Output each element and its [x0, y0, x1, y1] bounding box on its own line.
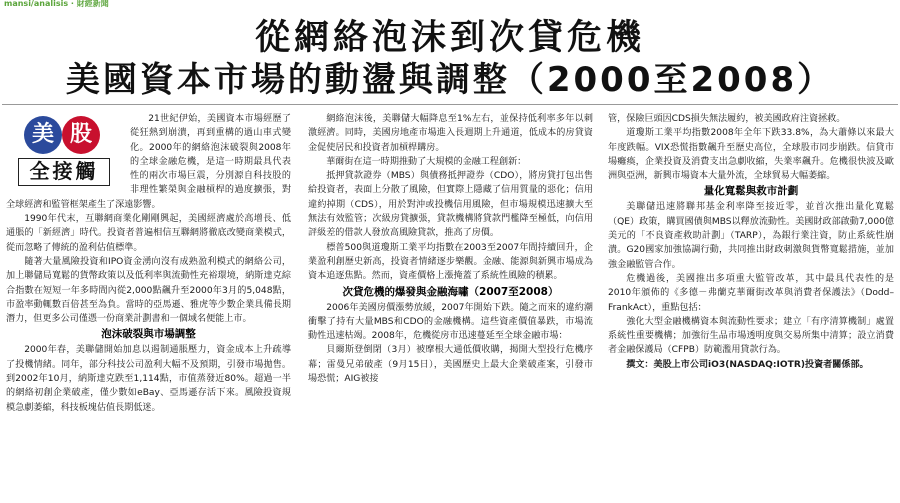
paragraph: 華爾街在這一時期推動了大規模的金融工程創新：: [326, 156, 527, 167]
article-column-1: [6, 112, 291, 500]
paragraph: 隨著大量風險投資和IPO資金湧向沒有成熟盈利模式的網絡公司，加上聯儲局寬鬆的貨幣政策以及低利率與流動性充裕環境，納斯達克綜合指數在短短一年多時間內從2,000點飆升至2000年3月的5,048點，市盈率動輒數百倍甚至為負。當時的亞馬遜、雅虎等少數企業具備長期潛力，但更多公司僅憑一份商業計劃書和一個域名便能上市。: [6, 256, 291, 325]
subheading: 次貸危機的爆發與金融海嘯（2007至2008）: [342, 285, 559, 298]
paragraph: 管，保險巨頭因CDS損失無法履約，被美國政府注資拯救。: [608, 114, 846, 124]
headline-line-1: 從網絡泡沫到次貸危機: [254, 18, 645, 58]
paragraph: 強化大型金融機構資本與流動性要求；建立「有序清算機制」處置系統性重要機構；加強衍生品市場透明度與交易所集中清算；設立消費者金融保護局（CFPB）防範濫用貸款行為。: [608, 316, 894, 356]
subheading: 量化寬鬆與救市計劃: [703, 185, 799, 198]
paragraph: 2000年春，美聯儲開始加息以遏制通脹壓力，資金成本上升疏導了投機情緒。同年，部分科技公司盈利大幅不及預期，引發市場拋售。到2002年10月，納斯達克跌至1,114點，市值蒸發近80%。超過一半的網絡初創企業破產，僅少數如eBay、亞馬遜存活下來。風險投資規模急劇萎縮，科技板塊估值長期低迷。: [6, 345, 291, 413]
paragraph: 危機過後，美國推出多項重大監管改革，其中最具代表性的是2010年頒佈的《多德－弗蘭克華爾街改革與消費者保護法》（Dodd–FrankAct），重點包括：: [608, 273, 894, 313]
paragraph: 21世紀伊始，美國資本市場經歷了從狂熱到崩潰，再到重構的過山車式變化。2000年的網絡泡沫破裂與2008年的全球金融危機，是這一時期最具代表性的兩次市場巨震，分別源自科技股的非理性繁榮與金融槓桿的過度擴張，對全球經濟和監管框架產生了深遠影響。: [6, 114, 291, 210]
header-rule: [2, 104, 898, 105]
paragraph: 貝爾斯登倒閉（3月）被摩根大通低價收購，揭開大型投行危機序幕；雷曼兄弟破產（9月15日），美國歷史上最大企業破產案，引發市場恐慌；AIG被接: [308, 345, 593, 385]
article-column-2: [308, 112, 593, 500]
paragraph: 抵押貸款證券（MBS）與債務抵押證券（CDO），將房貸打包出售給投資者，表面上分散了風險，但實際上隱藏了信用質量的惡化；信用違約掉期（CDS），用於對沖或投機信用風險，但市場規模迅速擴大至無法有效監管；次級房貸擴張，貸款機構將貸款門檻降至極低，向信用評級差的借款人發放高風險貸款，推高了房價。: [308, 171, 593, 239]
masthead-strip: mansi/analisis · 財經新聞: [4, 0, 109, 8]
paragraph: 2006年美國房價漲勢放緩，2007年開始下跌。隨之而來的違約潮衝擊了持有大量MBS和CDO的金融機構。這些資產價值暴跌，市場流動性迅速枯竭。2008年，危機從房市迅速蔓延至全球金融市場：: [308, 302, 593, 342]
paragraph: 網絡泡沫後，美聯儲大幅降息至1%左右，並保持低利率多年以刺激經濟。同時，美國房地產市場進入長週期上升通道，低成本的房貸資金促使居民和投資者加槓桿購房。: [308, 114, 593, 153]
subheading: 泡沫破裂與市場調整: [101, 328, 196, 341]
headline-line-2: 美國資本市場的動盪與調整（2000至2008）: [65, 60, 835, 100]
paragraph: 標普500與道瓊斯工業平均指數在2003至2007年間持續回升，企業盈利創歷史新高，投資者情緒逐步樂觀。金融、能源與新興市場成為資本追逐焦點。然而，資產價格上漲掩蓋了系統性風險的積累。: [308, 242, 593, 282]
paragraph: 道瓊斯工業平均指數2008年全年下跌33.8%，為大蕭條以來最大年度跌幅。VIX恐慌指數飆升至歷史高位，全球股市同步崩跌。信貸市場癱瘓，企業投資及消費支出急劇收縮，失業率飆升。危機很快波及歐洲與亞洲，新興市場資本大量外流，全球貿易大幅萎縮。: [608, 128, 894, 182]
logo-circle-blue: 美: [24, 116, 62, 154]
logo-box: 全接觸: [18, 158, 110, 186]
paragraph: 1990年代末，互聯網商業化剛剛興起，美國經濟處於高增長、低通脹的「新經濟」時代。投資者普遍相信互聯網將徹底改變商業模式，從而忽略了傳統的盈利估值標準。: [6, 214, 291, 253]
paragraph: 美聯儲迅速將聯邦基金利率降至接近零，並首次推出量化寬鬆（QE）政策，購買國債與MBS以釋放流動性。美國財政部啟動7,000億美元的「不良資產救助計劃」（TARP），為銀行業注資，防止系統性崩潰。G20國家加強協調行動，共同推出財政刺激與貨幣寬鬆措施，並加強金融監管合作。: [608, 202, 894, 270]
logo-circle-red: 股: [62, 116, 100, 154]
article-column-3: [608, 112, 894, 500]
author-credit: 撰文：美股上市公司iO3(NASDAQ:IOTR)投資者關係部。: [626, 359, 869, 370]
column-logo: [6, 112, 124, 190]
